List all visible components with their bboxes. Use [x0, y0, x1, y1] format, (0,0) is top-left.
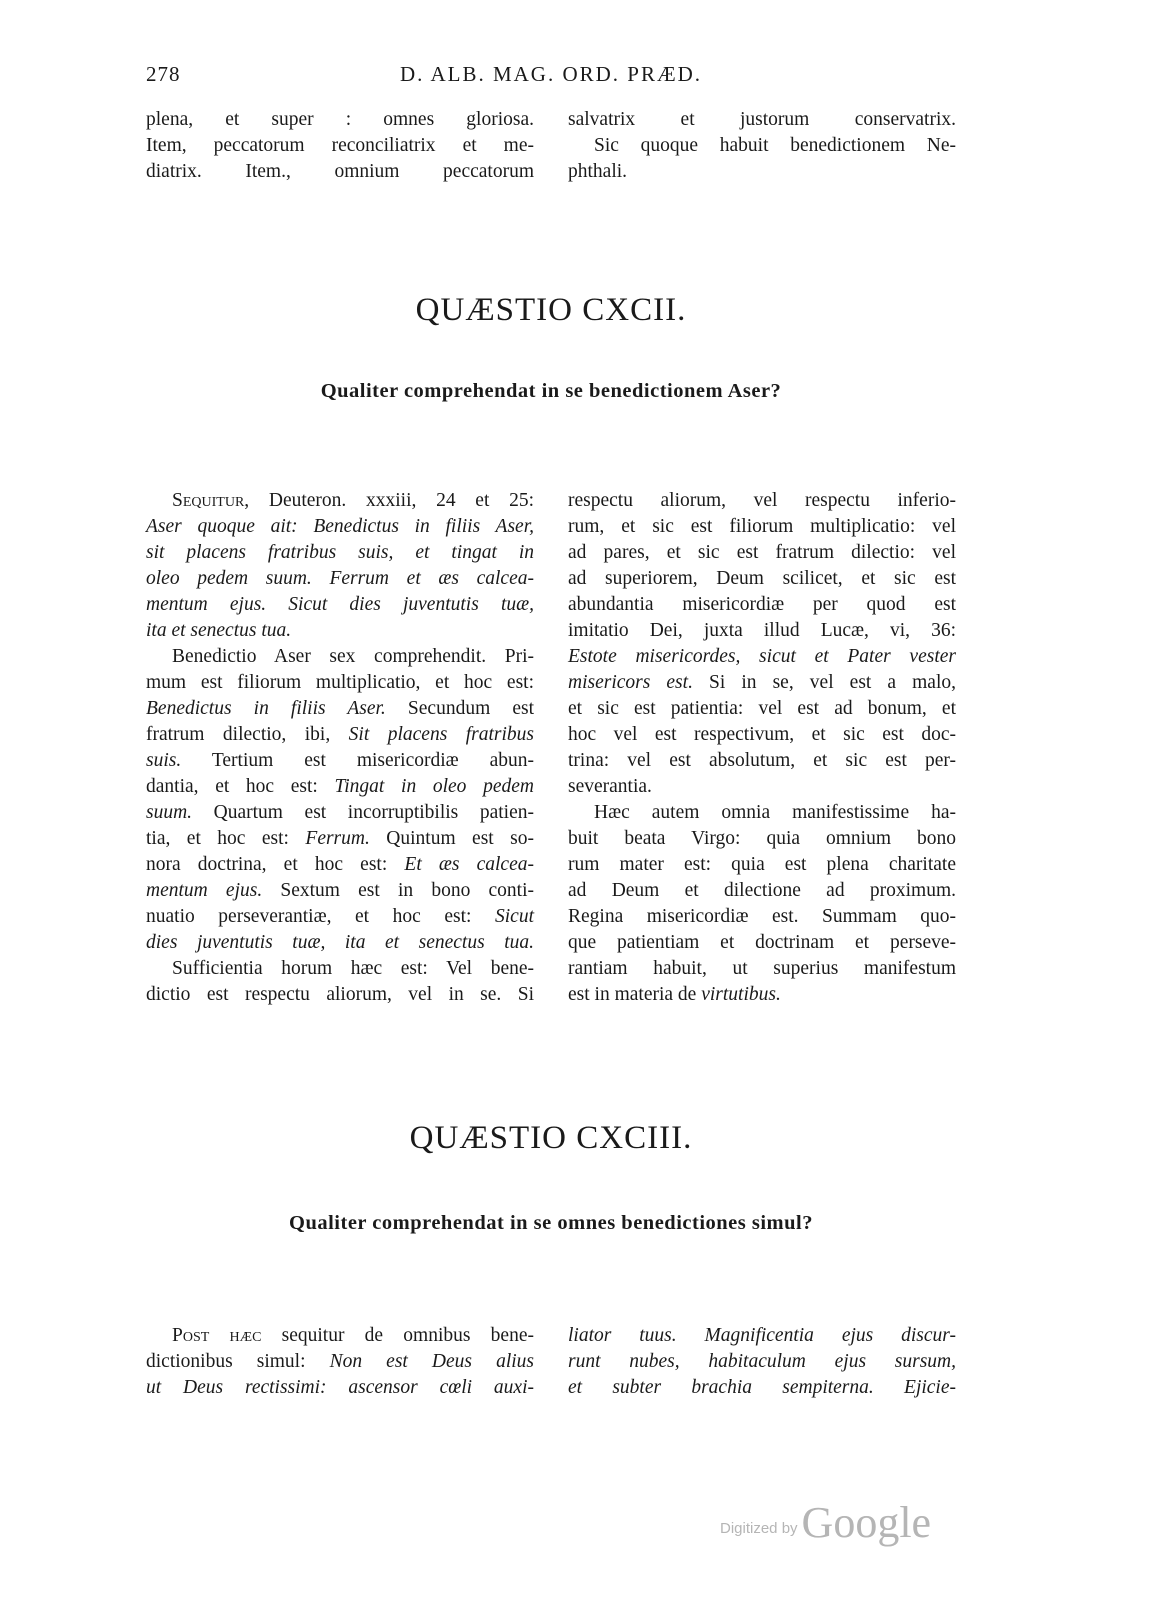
text-run: misericors est.: [568, 672, 693, 693]
question-193-body: [146, 1323, 956, 1401]
text-run: Sit placens fratribus: [348, 724, 535, 745]
text-line: hoc vel est respectivum, et sic est doc-: [568, 724, 956, 745]
text-line: Hæc autem omnia manifestissime ha-: [594, 802, 956, 823]
text-line: et sic est patientia: vel est ad bonum, et: [568, 698, 956, 719]
text-run: tia, et hoc est:: [146, 828, 306, 849]
text-line: phthali.: [568, 161, 628, 182]
text-line: ita et senectus tua.: [146, 620, 292, 641]
text-line: oleo pedem suum. Ferrum et æs calcea-: [146, 568, 534, 589]
text-line: rum, et sic est filiorum multiplicatio: vel: [568, 516, 956, 537]
text-run: suum.: [146, 802, 193, 823]
text-line: Benedictio Aser sex comprehendit. Pri-: [172, 646, 534, 667]
text-line: ad superiorem, Deum scilicet, et sic est: [568, 568, 956, 589]
column-left: [146, 1323, 534, 1401]
text-line: Estote misericordes, sicut et Pater vester: [568, 646, 956, 667]
text-line: ad Deum et dilectione ad proximum.: [568, 880, 956, 901]
text-line: Aser quoque ait: Benedictus in filiis Aser,: [146, 516, 534, 537]
text-run: dictionibus simul:: [146, 1351, 330, 1372]
text-line: que patientiam et doctrinam et perseve-: [568, 932, 956, 953]
text-line: [568, 670, 956, 696]
page-number: 278: [146, 62, 181, 86]
text-run: Et æs calcea-: [404, 854, 534, 875]
text-line: [568, 982, 956, 1008]
question-192-body: [146, 488, 956, 1008]
text-run: sequitur de omnibus bene-: [261, 1325, 534, 1346]
text-run: Non est Deus alius: [329, 1351, 534, 1372]
text-line: [146, 488, 534, 514]
text-run: Sicut: [495, 906, 534, 927]
google-wordmark: Google: [801, 1498, 932, 1547]
text-line: sit placens fratribus suis, et tingat in: [146, 542, 534, 563]
text-line: dictio est respectu aliorum, vel in se. Si: [146, 984, 534, 1005]
running-head: [146, 62, 956, 92]
text-line: trina: vel est absolutum, et sic est per-: [568, 750, 956, 771]
text-line: dies juventutis tuæ, ita et senectus tua.: [146, 932, 534, 953]
question-192-subtitle: Qualiter comprehendat in se benedictionem Aser?: [320, 380, 782, 402]
text-run: Si in se, vel est a malo,: [692, 672, 956, 693]
text-line: [146, 1323, 534, 1349]
small-caps-word: Sequitur: [172, 490, 245, 511]
small-caps-word: Post hæc: [172, 1325, 262, 1346]
text-run: Tingat in oleo pedem: [334, 776, 534, 797]
text-run: Secundum est: [385, 698, 534, 719]
text-line: [146, 774, 534, 800]
text-line: [146, 800, 534, 826]
running-head-title: D. ALB. MAG. ORD. PRÆD.: [399, 62, 703, 86]
text-line: diatrix. Item., omnium peccatorum: [146, 161, 534, 182]
text-line: Item, peccatorum reconciliatrix et me-: [146, 135, 534, 156]
column-left: [146, 488, 534, 1008]
text-line: mentum ejus. Sicut dies juventutis tuæ,: [146, 594, 534, 615]
text-line: [146, 852, 534, 878]
column-right: [568, 107, 956, 185]
text-line: imitatio Dei, juxta illud Lucæ, vi, 36:: [568, 620, 956, 641]
text-run: Sextum est in bono conti-: [262, 880, 534, 901]
text-line: [146, 696, 534, 722]
text-line: rum mater est: quia est plena charitate: [568, 854, 956, 875]
text-line: buit beata Virgo: quia omnium bono: [568, 828, 956, 849]
text-run: Quartum est incorruptibilis patien-: [192, 802, 534, 823]
text-run: Ferrum.: [305, 828, 370, 849]
text-line: ad pares, et sic est fratrum dilectio: vel: [568, 542, 956, 563]
text-line: abundantia misericordiæ per quod est: [568, 594, 956, 615]
text-line: severantia.: [568, 776, 652, 797]
text-line: plena, et super : omnes gloriosa.: [146, 109, 534, 130]
column-right: [568, 1323, 956, 1401]
column-left: [146, 107, 534, 185]
text-run: Quintum est so-: [369, 828, 534, 849]
text-run: nora doctrina, et hoc est:: [146, 854, 405, 875]
text-line: ut Deus rectissimi: ascensor cœli auxi-: [146, 1377, 534, 1398]
text-line: [146, 722, 534, 748]
text-line: [146, 748, 534, 774]
text-line: respectu aliorum, vel respectu inferio-: [568, 490, 956, 511]
question-193-title: QUÆSTIO CXCIII.: [409, 1120, 693, 1156]
text-line: salvatrix et justorum conservatrix.: [568, 109, 956, 130]
text-line: mum est filiorum multiplicatio, et hoc est:: [146, 672, 534, 693]
digitized-by-google-watermark: [720, 1497, 931, 1548]
text-run: dantia, et hoc est:: [146, 776, 335, 797]
text-line: Regina misericordiæ est. Summam quo-: [568, 906, 956, 927]
text-line: [146, 826, 534, 852]
text-line: runt nubes, habitaculum ejus sursum,: [568, 1351, 956, 1372]
column-right: [568, 488, 956, 1008]
text-run: , Deuteron. xxxiii, 24 et 25:: [244, 490, 534, 511]
text-line: Sufficientia horum hæc est: Vel bene-: [172, 958, 534, 979]
text-run: mentum ejus.: [146, 880, 263, 901]
text-run: fratrum dilectio, ibi,: [146, 724, 349, 745]
question-193-subtitle: Qualiter comprehendat in se omnes benedictiones simul?: [289, 1212, 813, 1234]
continued-text: [146, 107, 956, 185]
text-line: liator tuus. Magnificentia ejus discur-: [568, 1325, 956, 1346]
text-line: rantiam habuit, ut superius manifestum: [568, 958, 956, 979]
text-run: suis.: [146, 750, 182, 771]
text-run: Tertium est misericordiæ abun-: [181, 750, 534, 771]
text-line: et subter brachia sempiterna. Ejicie-: [568, 1377, 956, 1398]
question-192-title: QUÆSTIO CXCII.: [415, 292, 687, 328]
watermark-prefix: Digitized by: [720, 1520, 798, 1537]
text-line: Sic quoque habuit benedictionem Ne-: [594, 135, 956, 156]
text-run: nuatio perseverantiæ, et hoc est:: [146, 906, 495, 927]
text-run: virtutibus.: [701, 984, 781, 1005]
text-line: [146, 1349, 534, 1375]
text-run: Benedictus in filiis Aser.: [146, 698, 386, 719]
text-run: est in materia de: [568, 984, 702, 1005]
text-line: [146, 904, 534, 930]
text-line: [146, 878, 534, 904]
